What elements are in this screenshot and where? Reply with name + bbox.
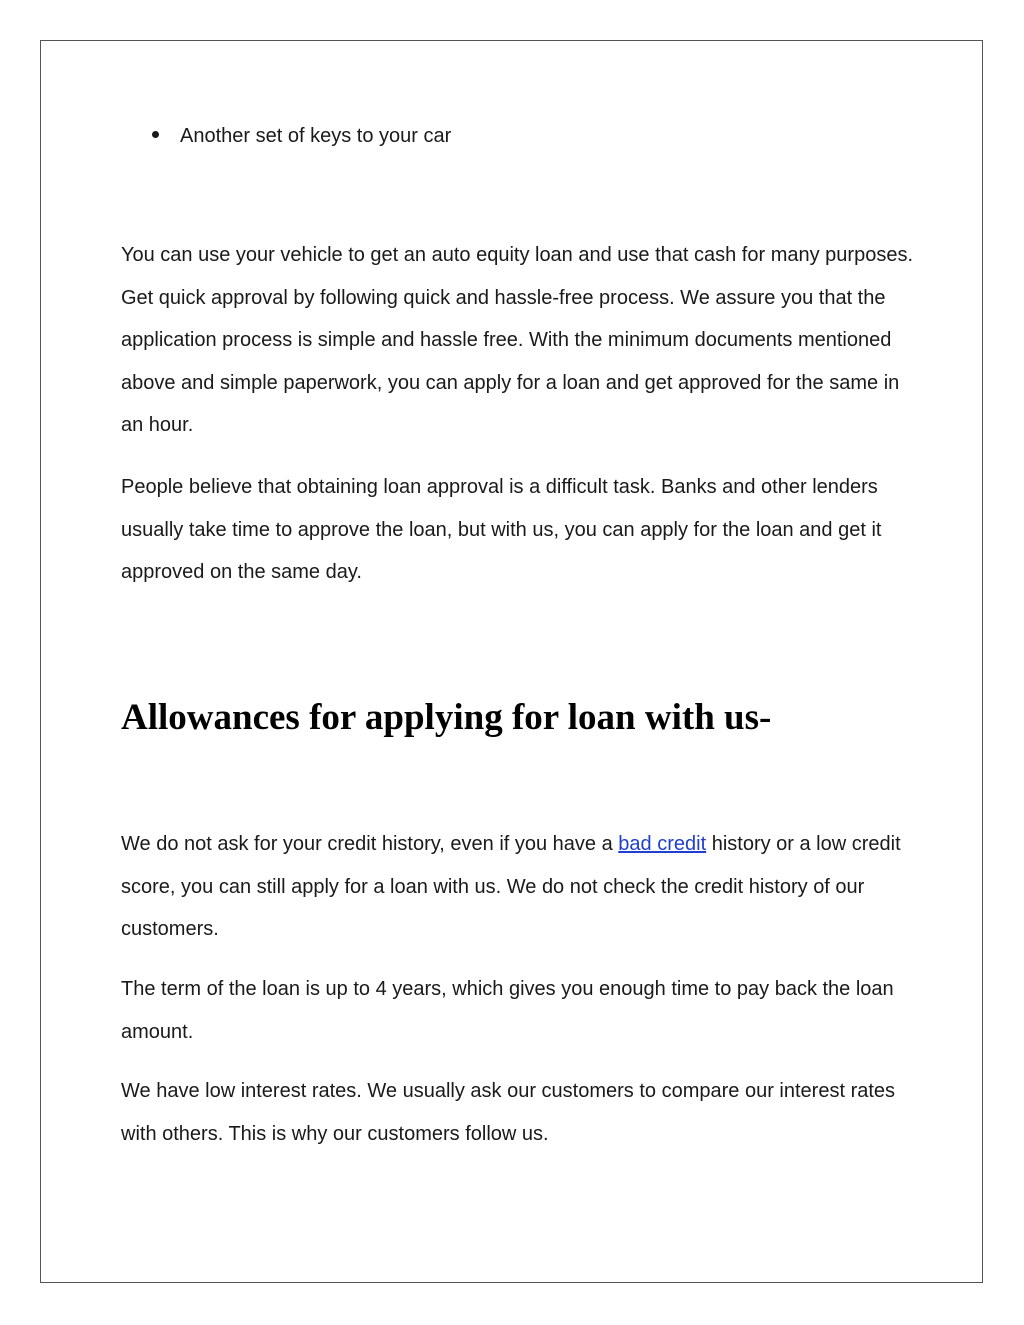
paragraph-loan-approval: People believe that obtaining loan approval is a difficult task. Banks and other lenders usually take time to approve the loan, but with us, you can apply for the loan and get it approved on the same day. xyxy=(121,476,882,584)
paragraph-credit-history xyxy=(121,823,916,951)
paragraph-credit-history-start: We do not ask for your credit history, even if you have a xyxy=(121,833,619,855)
bullet-text: Another set of keys to your car xyxy=(180,125,452,147)
bullet-icon xyxy=(152,131,159,138)
bullet-list-item xyxy=(152,122,451,150)
paragraph-credit-history-end: history or a low credit score, you can still apply for a loan with us. We do not check the credit history of our customers. xyxy=(121,833,901,941)
paragraph-auto-equity: You can use your vehicle to get an auto equity loan and use that cash for many purposes. Get quick approval by following quick and hassle-free process. We assure you that the application process is simple and hassle free. With the minimum documents mentioned above and simple paperwork, you can apply for a loan and get approved for the same in an hour. xyxy=(121,244,914,437)
paragraph-loan-term: The term of the loan is up to 4 years, which gives you enough time to pay back the loan amount. xyxy=(121,978,894,1043)
section-heading: Allowances for applying for loan with us- xyxy=(121,697,772,738)
bad-credit-link[interactable]: bad credit xyxy=(618,833,707,855)
paragraph-interest-rates: We have low interest rates. We usually ask our customers to compare our interest rates with others. This is why our customers follow us. xyxy=(121,1080,896,1145)
